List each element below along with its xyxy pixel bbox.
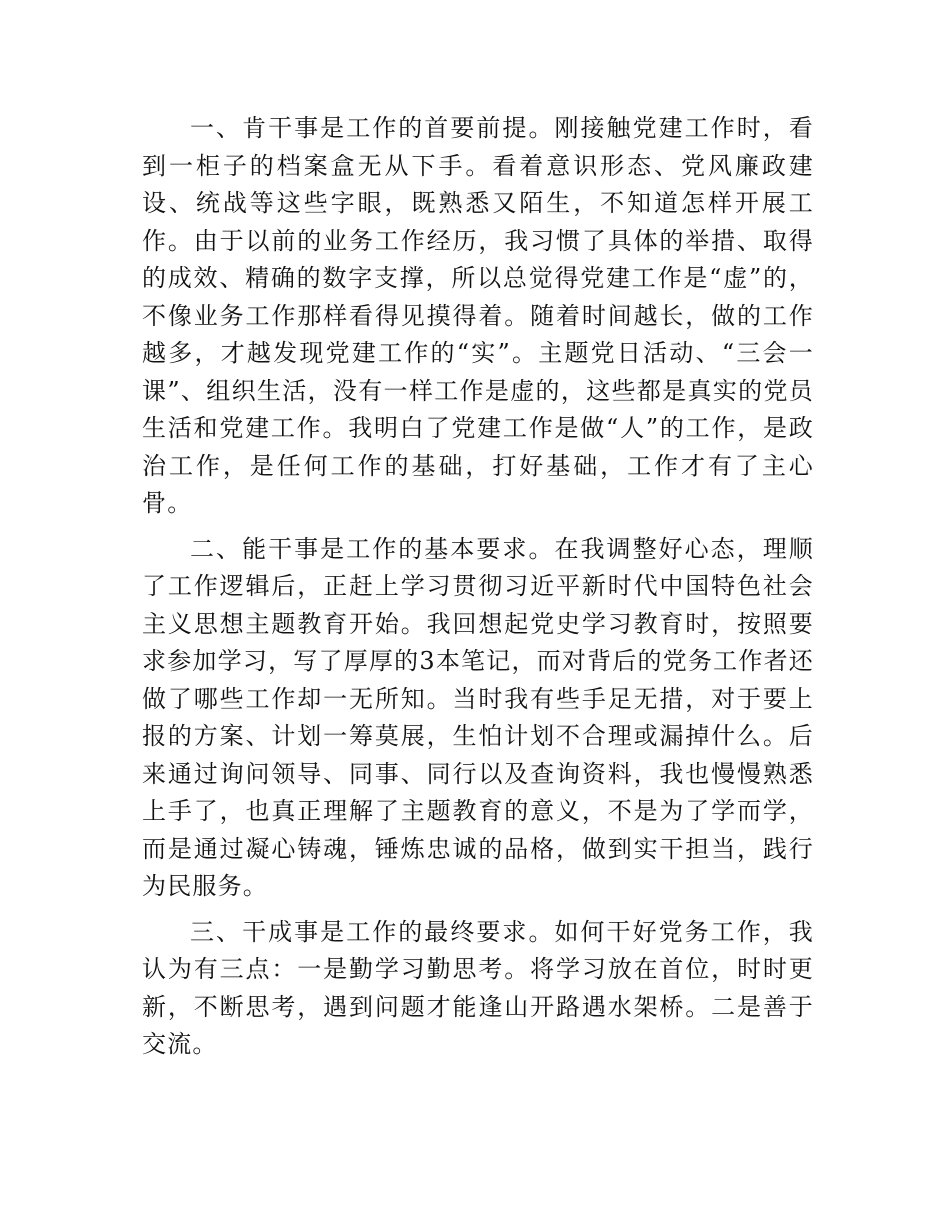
paragraph-3: 三、干成事是工作的最终要求。如何干好党务工作，我认为有三点：一是勤学习勤思考。将学习放在首位，时时更新，不断思考，遇到问题才能逢山开路遇水架桥。二是善于交流。 xyxy=(142,917,814,1058)
document-body xyxy=(142,110,814,1072)
paragraph-1: 一、肯干事是工作的首要前提。刚接触党建工作时，看到一柜子的档案盒无从下手。看着意识形态、党风廉政建设、统战等这些字眼，既熟悉又陌生，不知道怎样开展工作。由于以前的业务工作经历，我习惯了具体的举措、取得的成效、精确的数字支撑，所以总觉得党建工作是“虚”的，不像业务工作那样看得见摸得着。随着时间越长，做的工作越多，才越发现党建工作的“实”。主题党日活动、“三会一课”、组织生活，没有一样工作是虚的，这些都是真实的党员生活和党建工作。我明白了党建工作是做“人”的工作，是政治工作，是任何工作的基础，打好基础，工作才有了主心骨。 xyxy=(142,114,814,517)
paragraph-2: 二、能干事是工作的基本要求。在我调整好心态，理顺了工作逻辑后，正赶上学习贯彻习近平新时代中国特色社会主义思想主题教育开始。我回想起党史学习教育时，按照要求参加学习，写了厚厚的3本笔记，而对背后的党务工作者还做了哪些工作却一无所知。当时我有些手足无措，对于要上报的方案、计划一筹莫展，生怕计划不合理或漏掉什么。后来通过询问领导、同事、同行以及查询资料，我也慢慢熟悉上手了，也真正理解了主题教育的意义，不是为了学而学，而是通过凝心铸魂，锤炼忠诚的品格，做到实干担当，践行为民服务。 xyxy=(142,534,814,900)
